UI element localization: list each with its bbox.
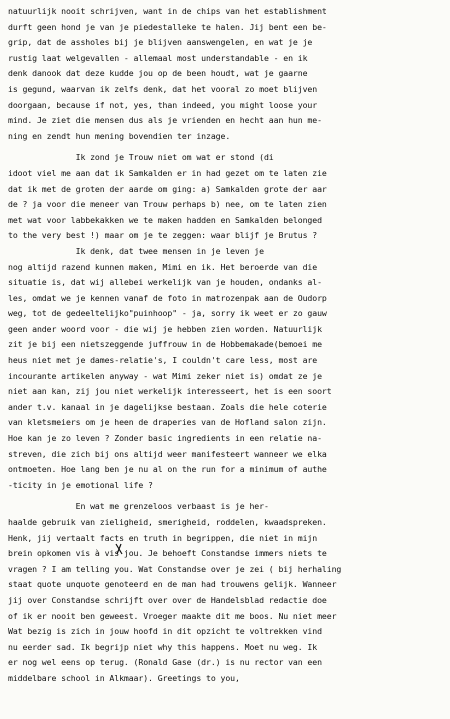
text-line: ning en zendt hun mening bovendien ter inzage. — [8, 130, 231, 141]
text-line: -ticity in je emotional life ? — [8, 479, 153, 490]
text-line: natuurlijk nooit schrijven, want in de chips van het establishment — [8, 6, 327, 16]
text-line: Henk, jij vertaalt facts en truth in begrippen, die niet in mijn — [8, 532, 318, 543]
text-line: jij over Constandse schrijft over over de Handelsblad redactie doe — [8, 594, 327, 605]
text-line: incourante artikelen anyway - wat Mimi zeker niet is) omdat ze je — [8, 370, 322, 381]
text-line: grip, dat de assholes bij je blijven aanswengelen, en wat je je — [8, 37, 313, 48]
text-line: met wat voor labbekakken we te maken hadden en Samkalden belonged — [8, 214, 322, 225]
text-line: de ? ja voor die meneer van Trouw perhaps b) nee, om te laten zien — [8, 199, 327, 210]
text-line: haalde gebruik van zieligheid, smerigheid, roddelen, kwaadspreken. — [8, 517, 327, 527]
text-line: zit je bij een nietszeggende juffrouw in de Hobbemakade(bemoei me — [8, 339, 322, 350]
text-line: ontmoeten. Hoe lang ben je nu al on the run for a minimum of authe — [8, 464, 327, 475]
text-line: brein opkomen vis à vis jou. Je behoeft Constandse immers niets te — [8, 548, 327, 559]
text-line: doorgaan, because if not, yes, than indeed, you might loose your — [8, 99, 318, 110]
text-line: ander t.v. kanaal in je dagelijkse bestaan. Zoals die hele coterie — [8, 401, 327, 412]
text-line: Ik denk, dat twee mensen in je leven je — [8, 245, 264, 256]
text-line: Ik zond je Trouw niet om wat er stond (di — [8, 152, 274, 163]
text-line: durft geen hond je van je piedestalleke te halen. Jij bent een be- — [8, 21, 327, 32]
text-line: streven, die zich bij ons altijd weer manifesteert wanneer we elka — [8, 448, 327, 459]
text-line: er nog wel eens op terug. (Ronald Gase (dr.) is nu rector van een — [8, 657, 322, 668]
text-line: staat quote unquote genoteerd en de man had trouwens gelijk. Wanneer — [8, 579, 337, 590]
text-line: dat ik met de groten der aarde om ging: a) Samkalden grote der aar — [8, 183, 327, 194]
text-line: van kletsmeiers om je heen de draperies van de Hofland salon zijn. — [8, 417, 327, 428]
text-line: situatie is, dat wij allebei werkelijk van je houden, ondanks al- — [8, 277, 322, 288]
text-line: En wat me grenzeloos verbaast is je her- — [8, 501, 269, 512]
text-line: to the very best !) maar om je te zeggen: waar blijf je Brutus ? — [8, 230, 318, 241]
text-line: les, omdat we je kennen vanaf de foto in matrozenpak aan de Oudorp — [8, 292, 327, 303]
text-line: weg, tot de gedeeltelijko"puinhoop" - ja, sorry ik weet er zo gauw — [8, 308, 327, 319]
text-line: of ik er nooit ben geweest. Vroeger maakte dit me boos. Nu niet meer — [8, 610, 337, 621]
text-line: Wat bezig is zich in jouw hoofd in dit opzicht te voltrekken vind — [8, 626, 322, 637]
text-line: is gegund, waarvan ik zelfs denk, dat het vooral zo moet blijven — [8, 83, 318, 94]
text-line: nu eerder sad. Ik begrijp niet why this happens. Moet nu weg. Ik — [8, 641, 318, 652]
letter-body — [8, 4, 446, 687]
text-line: geen ander woord voor - die wij je hebben zien worden. Natuurlijk — [8, 323, 322, 334]
text-line: vragen ? I am telling you. Wat Constandse over je zei ( bij herhaling — [8, 563, 342, 574]
text-line: idoot viel me aan dat ik Samkalden er in had gezet om te laten zie — [8, 167, 327, 178]
handwritten-mark-icon — [114, 542, 124, 556]
text-line: niet aan kan, zij jou niet werkelijk interesseert, het is een soort — [8, 386, 332, 397]
text-line: denk danook dat deze kudde jou op de been houdt, wat je gaarne — [8, 68, 308, 79]
text-line: Hoe kan je zo leven ? Zonder basic ingredients in een relatie na- — [8, 433, 322, 444]
text-line: heus niet met je dames-relatie's, I couldn't care less, most are — [8, 355, 318, 366]
text-line: mind. Je ziet die mensen dus als je vrienden en hecht aan hun me- — [8, 115, 322, 126]
text-line: middelbare school in Alkmaar). Greetings to you, — [8, 672, 240, 683]
text-line: nog altijd razend kunnen maken, Mimi en ik. Het beroerde van die — [8, 261, 318, 272]
text-line: rustig laat welgevallen - allemaal most understandable - en ik — [8, 52, 308, 63]
